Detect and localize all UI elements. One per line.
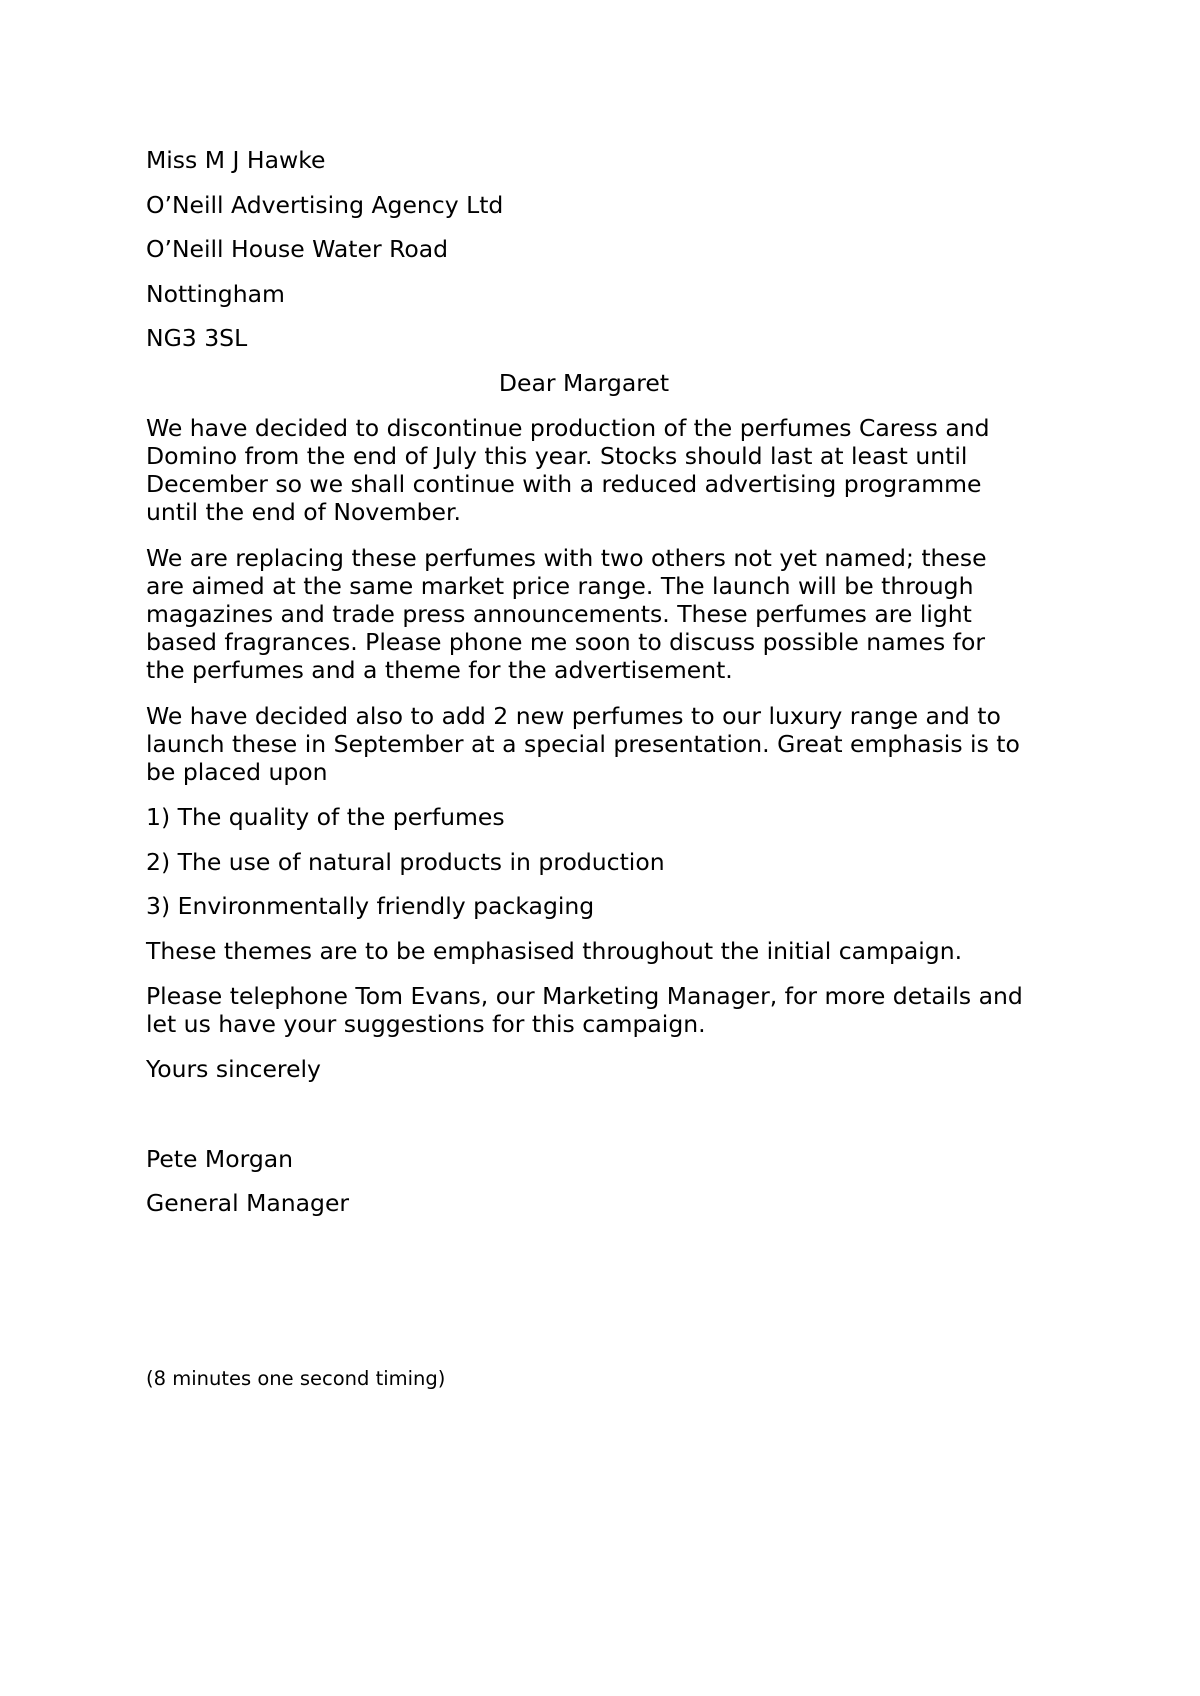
paragraph-2-line: are aimed at the same market price range. The launch will be through bbox=[146, 572, 974, 600]
timing-note: (8 minutes one second timing) bbox=[146, 1367, 446, 1390]
paragraph-4: These themes are to be emphasised throughout the initial campaign. bbox=[146, 937, 963, 965]
paragraph-2-line: based fragrances. Please phone me soon to discuss possible names for bbox=[146, 628, 985, 656]
paragraph-1-line: We have decided to discontinue production of the perfumes Caress and bbox=[146, 414, 990, 442]
paragraph-1-line: Domino from the end of July this year. Stocks should last at least until bbox=[146, 442, 968, 470]
paragraph-3-line: launch these in September at a special presentation. Great emphasis is to bbox=[146, 730, 1020, 758]
salutation: Dear Margaret bbox=[498, 369, 670, 397]
paragraph-5-line: Please telephone Tom Evans, our Marketing Manager, for more details and bbox=[146, 982, 1023, 1010]
paragraph-2-line: We are replacing these perfumes with two others not yet named; these bbox=[146, 544, 987, 572]
recipient-postcode: NG3 3SL bbox=[146, 324, 248, 352]
paragraph-5-line: let us have your suggestions for this campaign. bbox=[146, 1010, 706, 1038]
list-item: 3) Environmentally friendly packaging bbox=[146, 892, 595, 920]
paragraph-1-line: until the end of November. bbox=[146, 498, 461, 526]
list-item: 2) The use of natural products in production bbox=[146, 848, 665, 876]
recipient-street: O’Neill House Water Road bbox=[146, 235, 449, 263]
recipient-company: O’Neill Advertising Agency Ltd bbox=[146, 191, 504, 219]
paragraph-3-line: We have decided also to add 2 new perfumes to our luxury range and to bbox=[146, 702, 1001, 730]
paragraph-2-line: the perfumes and a theme for the advertisement. bbox=[146, 656, 733, 684]
list-item: 1) The quality of the perfumes bbox=[146, 803, 505, 831]
recipient-name: Miss M J Hawke bbox=[146, 146, 326, 174]
closing: Yours sincerely bbox=[146, 1055, 321, 1083]
paragraph-1-line: December so we shall continue with a reduced advertising programme bbox=[146, 470, 982, 498]
paragraph-3-line: be placed upon bbox=[146, 758, 328, 786]
signature-title: General Manager bbox=[146, 1189, 350, 1217]
recipient-city: Nottingham bbox=[146, 280, 285, 308]
paragraph-2-line: magazines and trade press announcements. These perfumes are light bbox=[146, 600, 972, 628]
signature-name: Pete Morgan bbox=[146, 1145, 294, 1173]
